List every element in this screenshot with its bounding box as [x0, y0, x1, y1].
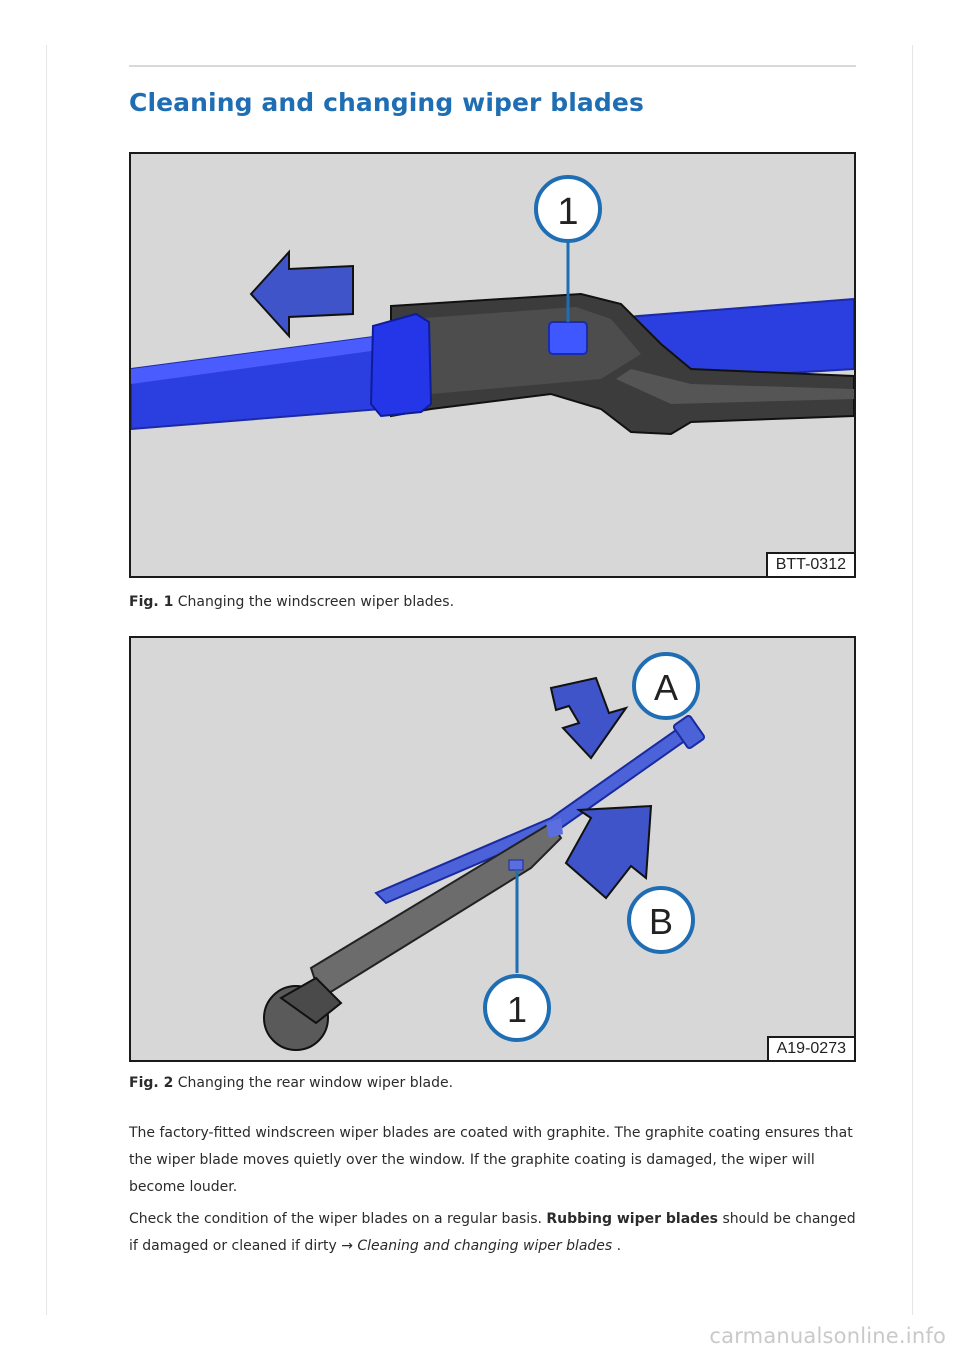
callout-1-label: 1 — [557, 191, 579, 233]
callout-a-label: A — [653, 667, 679, 708]
paragraph-check-condition — [129, 1206, 859, 1260]
callout-1-label: 1 — [506, 989, 528, 1030]
paragraph-graphite-coating: The factory-fitted windscreen wiper blades are coated with graphite. The graphite coating ensures that the wiper blade moves quietly over the window. If the graphite coating is damaged, the wiper will become louder. — [129, 1125, 853, 1195]
header-rule — [129, 65, 856, 67]
figure-1-caption-text: Changing the windscreen wiper blades. — [177, 594, 455, 610]
figure-2-caption-text: Changing the rear window wiper blade. — [177, 1075, 454, 1091]
p2-bold-term: Rubbing wiper blades — [546, 1211, 719, 1227]
watermark: carmanualsonline.info — [709, 1324, 946, 1348]
callout-b-label: B — [648, 901, 674, 942]
figure-1-windscreen-wiper — [129, 152, 856, 578]
p2-intro: Check the condition of the wiper blades on a regular basis. — [129, 1211, 542, 1227]
cross-reference-arrow-icon: → — [341, 1238, 353, 1254]
page-margin-line-left — [46, 45, 47, 1315]
figure-2-rear-wiper — [129, 636, 856, 1062]
windscreen-wiper-illustration — [131, 154, 854, 576]
p2-end: . — [616, 1238, 622, 1254]
figure-code: BTT-0312 — [766, 552, 854, 576]
figure-2-caption — [129, 1075, 453, 1091]
p2-middle: should be changed if damaged or cleaned if dirty — [129, 1211, 856, 1254]
rear-wiper-illustration — [131, 638, 854, 1060]
cross-reference-link[interactable]: Cleaning and changing wiper blades — [357, 1238, 613, 1254]
figure-2-label: Fig. 2 — [129, 1075, 174, 1091]
figure-1-label: Fig. 1 — [129, 594, 174, 610]
figure-1-caption — [129, 594, 454, 610]
page-title: Cleaning and changing wiper blades — [129, 88, 644, 117]
page-margin-line-right — [912, 45, 913, 1315]
figure-code: A19-0273 — [767, 1036, 854, 1060]
